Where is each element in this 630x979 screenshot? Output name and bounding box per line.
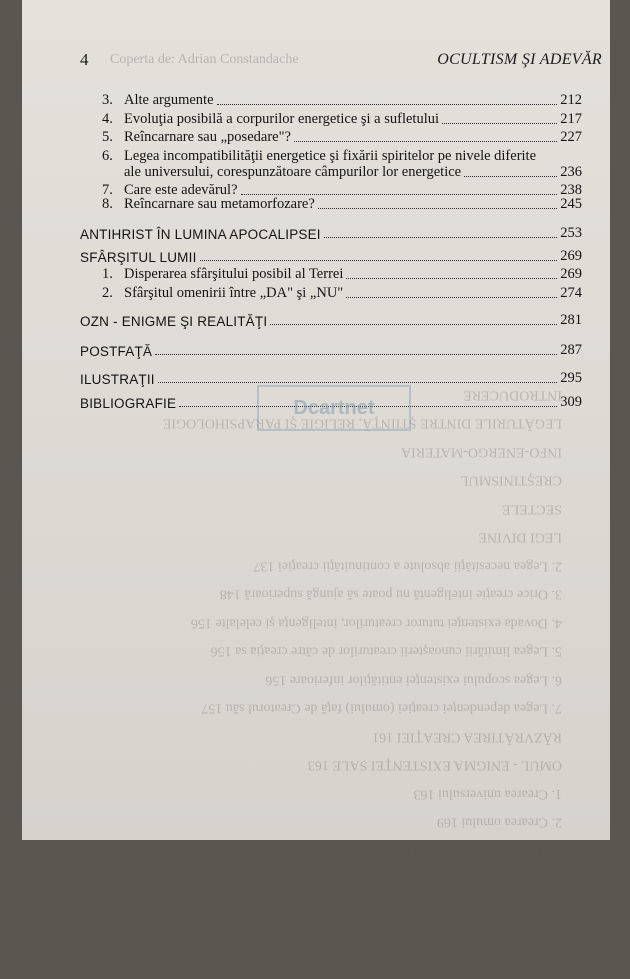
entry-number: 8. [102, 196, 113, 212]
running-title: OCULTISM ŞI ADEVĂR [437, 51, 602, 68]
bleed-through-cover-credit: Coperta de: Adrian Constandache [110, 52, 299, 67]
entry-page: 281 [560, 312, 582, 328]
ghost-line: INTRODUCERE [463, 387, 562, 403]
leader-dots [318, 208, 557, 209]
toc-entry [102, 285, 582, 302]
toc-entry-line1 [102, 148, 536, 165]
leader-dots [158, 382, 557, 383]
leader-dots [294, 141, 557, 142]
section-title: POSTFAŢĂ [80, 344, 153, 359]
leader-dots [217, 104, 558, 105]
entry-number: 2. [102, 285, 113, 301]
section-title: BIBLIOGRAFIE [80, 396, 177, 411]
entry-page: 238 [560, 182, 582, 198]
ghost-line: 5. Căderea şi recuperarea omului. Scopul existenţei lui pe Terra 189 [182, 900, 562, 916]
entry-page: 269 [560, 266, 582, 282]
entry-number: 7. [102, 182, 113, 198]
toc-entry [102, 196, 582, 213]
toc-entry [102, 129, 582, 146]
toc-section [80, 312, 582, 329]
entry-title: Alte argumente [124, 92, 214, 108]
toc-section [80, 225, 582, 242]
ghost-line: CREŞTINISMUL [460, 473, 562, 488]
entry-number: 5. [102, 129, 113, 145]
section-title: ILUSTRAŢII [80, 372, 155, 387]
entry-number: 3. [102, 92, 113, 108]
entry-title: Reîncarnare sau metamorfozare? [124, 196, 315, 212]
leader-dots [155, 354, 557, 355]
ghost-line: 4. Populaţie terestră şi universală 185 [352, 872, 562, 887]
entry-page: 245 [560, 196, 582, 212]
section-title: SFÂRŞITUL LUMII [80, 250, 197, 265]
entry-page: 274 [560, 285, 582, 301]
entry-number: 6. [102, 148, 113, 164]
entry-page: 295 [560, 370, 582, 386]
ghost-line: RĂZVRĂTIREA CREAŢIEI 161 [372, 729, 562, 745]
watermark-stamp: Dcartnet [257, 385, 411, 431]
entry-title: Care este adevărul? [124, 182, 238, 198]
section-title: ANTIHRIST ÎN LUMINA APOCALIPSEI [80, 227, 321, 242]
entry-title: Evoluţia posibilă a corpurilor energetice şi a sufletului [124, 111, 440, 127]
toc-entry [102, 92, 582, 109]
book-page [22, 0, 610, 973]
ghost-line: LEGI DIVINE [478, 530, 562, 545]
ghost-line: LEGĂTURILE DINTRE ŞTIINŢĂ, RELIGIE ŞI PARAPSIHOLOGIE [162, 416, 562, 431]
ghost-line: ILUZIA REÎNCARNĂRII 197 [387, 957, 562, 973]
entry-page: 287 [560, 342, 582, 358]
ghost-line: 2. Legea necesităţii absolute a continuităţii creaţiei 137 [253, 558, 562, 574]
ghost-line: INFO-ENERGO-MATERIA [401, 444, 562, 460]
ghost-line: 1. Crearea universului 163 [413, 786, 562, 802]
entry-page: 227 [560, 129, 582, 145]
leader-dots [270, 324, 557, 325]
entry-page: 253 [560, 225, 582, 241]
leader-dots [346, 297, 557, 298]
ghost-line: SECTELE [502, 501, 562, 517]
leader-dots [200, 260, 558, 261]
toc-entry-line2 [124, 164, 582, 181]
entry-title: Sfârşitul omenirii între „DA" şi „NU" [124, 285, 344, 301]
ghost-line: 7. Legea dependenţei creaţiei (omului) faţă de Creatorul său 157 [201, 701, 562, 716]
toc-entry [102, 266, 582, 283]
entry-page: 212 [560, 92, 582, 108]
page-number: 4 [80, 50, 89, 69]
entry-title: Legea incompatibilităţii energetice şi fixării spiritelor pe nivele diferite [124, 148, 537, 164]
ghost-line: 6. Legea scopului existenţei entităţilor inferioare 156 [265, 672, 562, 688]
ghost-line: 3. Omul ca cel mai perfect robot biologic terestru 175 [261, 843, 562, 859]
ghost-line: 3. Orice creaţie inteligentă nu poate să ajungă superioară 148 [219, 587, 562, 602]
leader-dots [464, 176, 557, 177]
entry-page: 269 [560, 248, 582, 264]
entry-title: Disperarea sfârşitului posibil al Terrei [124, 266, 344, 282]
entry-page: 309 [560, 394, 582, 410]
entry-number: 1. [102, 266, 113, 282]
leader-dots [346, 278, 557, 279]
ghost-line: OMUL - ENIGMA EXISTENŢEI SALE 163 [307, 758, 562, 773]
entry-title-continued: ale universului, corespunzătoare câmpurilor lor energetice [124, 164, 462, 180]
leader-dots [324, 237, 557, 238]
entry-title: Reîncarnare sau „posedare"? [124, 129, 291, 145]
entry-page: 236 [560, 164, 582, 180]
section-title: OZN - ENIGME ŞI REALITĂŢI [80, 314, 268, 329]
toc-section [80, 248, 582, 265]
ghost-line: 4. Dovada existenţei tuturor creaturilor, inteligenţa şi celelalte 156 [190, 615, 562, 631]
ghost-line: 2. Crearea omului 169 [436, 815, 562, 830]
leader-dots [442, 123, 557, 124]
toc-entry [102, 111, 582, 128]
entry-page: 217 [560, 111, 582, 127]
ghost-line: 1. Reîncarnare sau sangrie malefică? 197 [331, 929, 562, 944]
leader-dots [241, 194, 558, 195]
entry-number: 4. [102, 111, 113, 127]
ghost-line: 5. Legea limitării cunoaşterii creaturilor de către creaţia sa 156 [210, 644, 562, 659]
toc-section [80, 342, 582, 359]
